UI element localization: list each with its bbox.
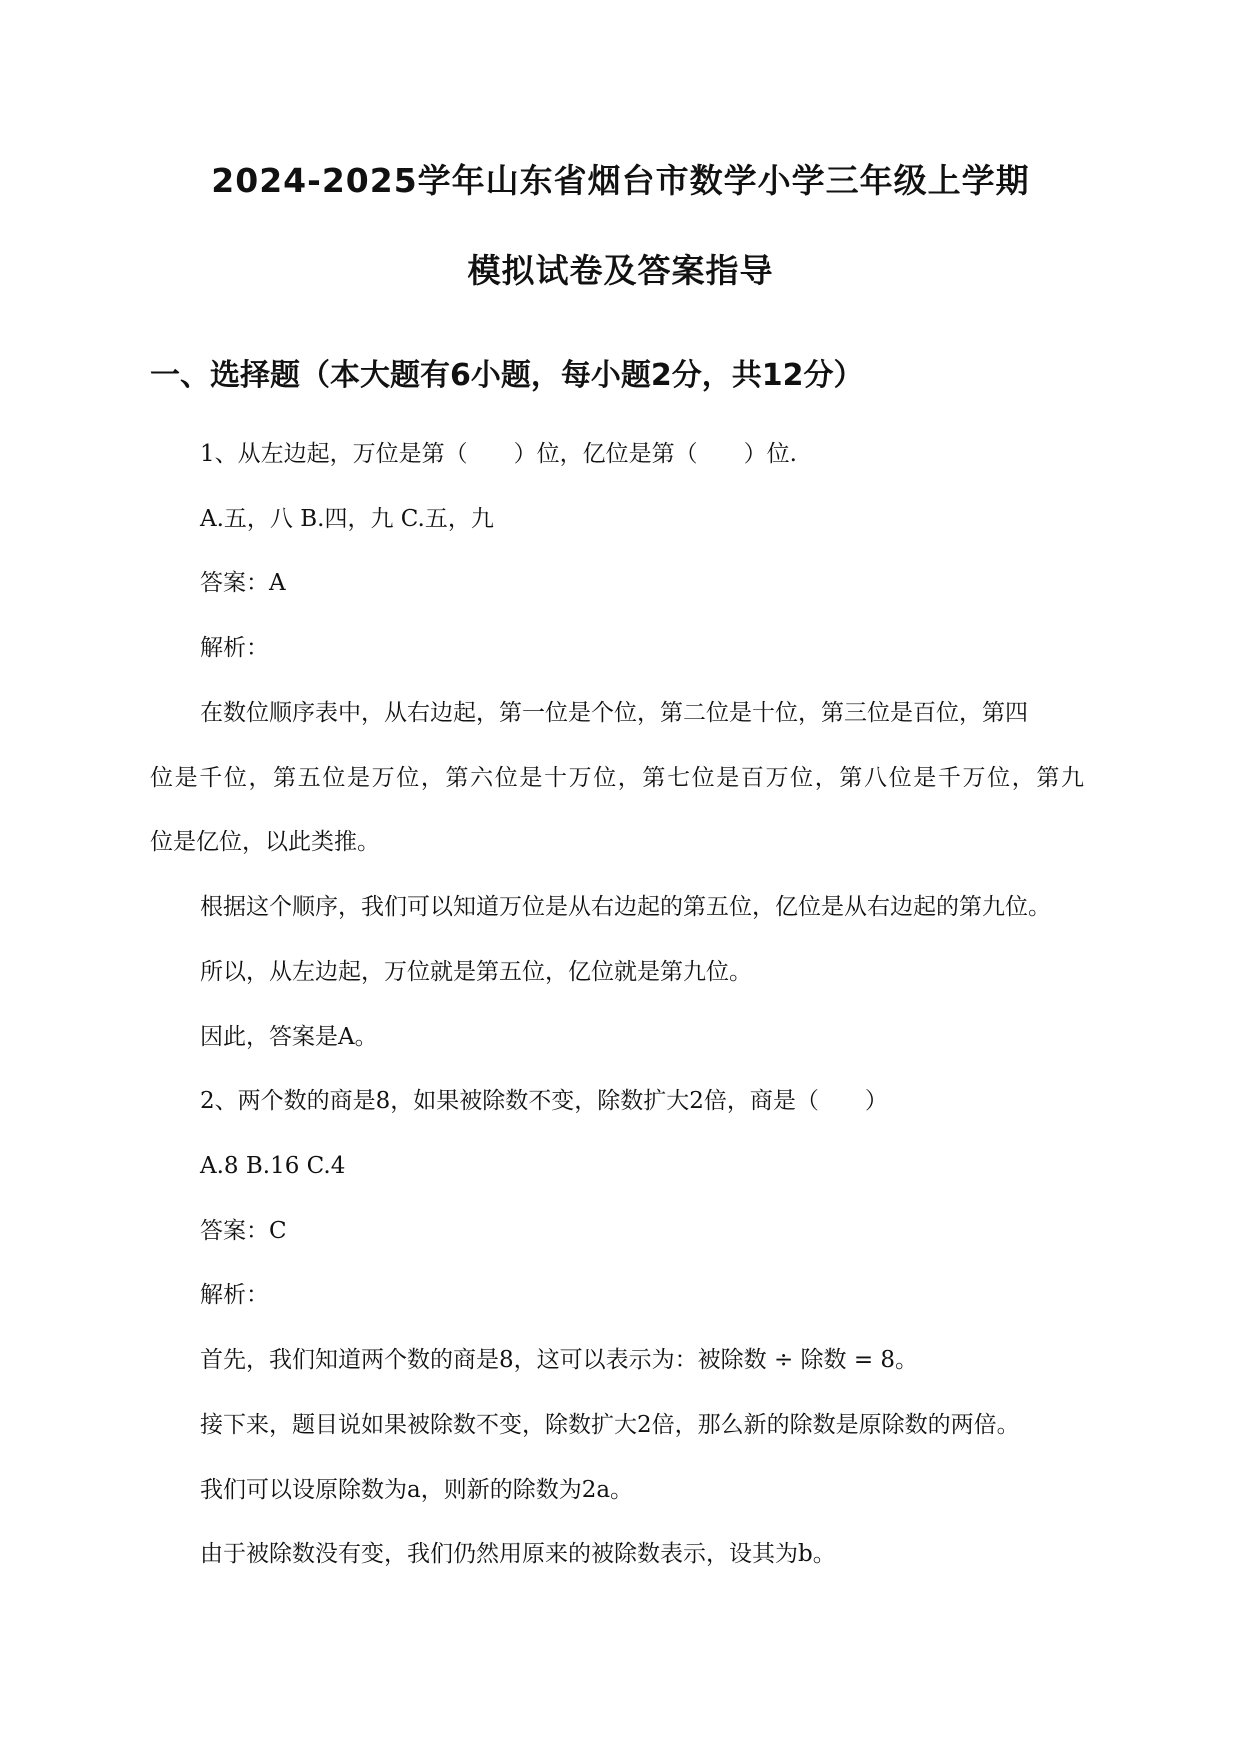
q2-analysis-line-1: 首先，我们知道两个数的商是8，这可以表示为：被除数 ÷ 除数 = 8。 [200,1347,919,1373]
q2-analysis-line-3: 我们可以设原除数为a，则新的除数为2a。 [200,1477,634,1503]
q1-analysis-line-5: 所以，从左边起，万位就是第五位，亿位就是第九位。 [200,959,752,985]
q2-options: A.8 B.16 C.4 [200,1153,346,1179]
q1-analysis-line-3: 位是亿位，以此类推。 [150,829,380,855]
q2-answer: 答案：C [200,1218,287,1244]
q1-analysis-line-4: 根据这个顺序，我们可以知道万位是从右边起的第五位，亿位是从右边起的第九位。 [200,894,1051,920]
q1-question: 1、从左边起，万位是第（ ）位，亿位是第（ ）位. [200,441,797,467]
q1-analysis-label: 解析： [200,635,269,661]
q1-options: A.五，八 B.四，九 C.五，九 [200,506,494,532]
q1-analysis-line-2: 位是千位，第五位是万位，第六位是十万位，第七位是百万位，第八位是千万位，第九 [150,765,1084,791]
q2-question: 2、两个数的商是8，如果被除数不变，除数扩大2倍，商是（ ） [200,1088,888,1114]
q1-analysis-line-1: 在数位顺序表中，从右边起，第一位是个位，第二位是十位，第三位是百位，第四 [200,700,1028,726]
q2-analysis-line-2: 接下来，题目说如果被除数不变，除数扩大2倍，那么新的除数是原除数的两倍。 [200,1412,1020,1438]
q2-analysis-label: 解析： [200,1282,269,1308]
q2-analysis-line-4: 由于被除数没有变，我们仍然用原来的被除数表示，设其为b。 [200,1541,836,1567]
document-title-line-2: 模拟试卷及答案指导 [467,251,774,290]
document-title-line-1: 2024-2025学年山东省烟台市数学小学三年级上学期 [211,161,1030,200]
q1-answer: 答案：A [200,570,286,596]
section-heading: 一、选择题（本大题有6小题，每小题2分，共12分） [150,358,864,393]
q1-analysis-line-6: 因此，答案是A。 [200,1024,378,1050]
